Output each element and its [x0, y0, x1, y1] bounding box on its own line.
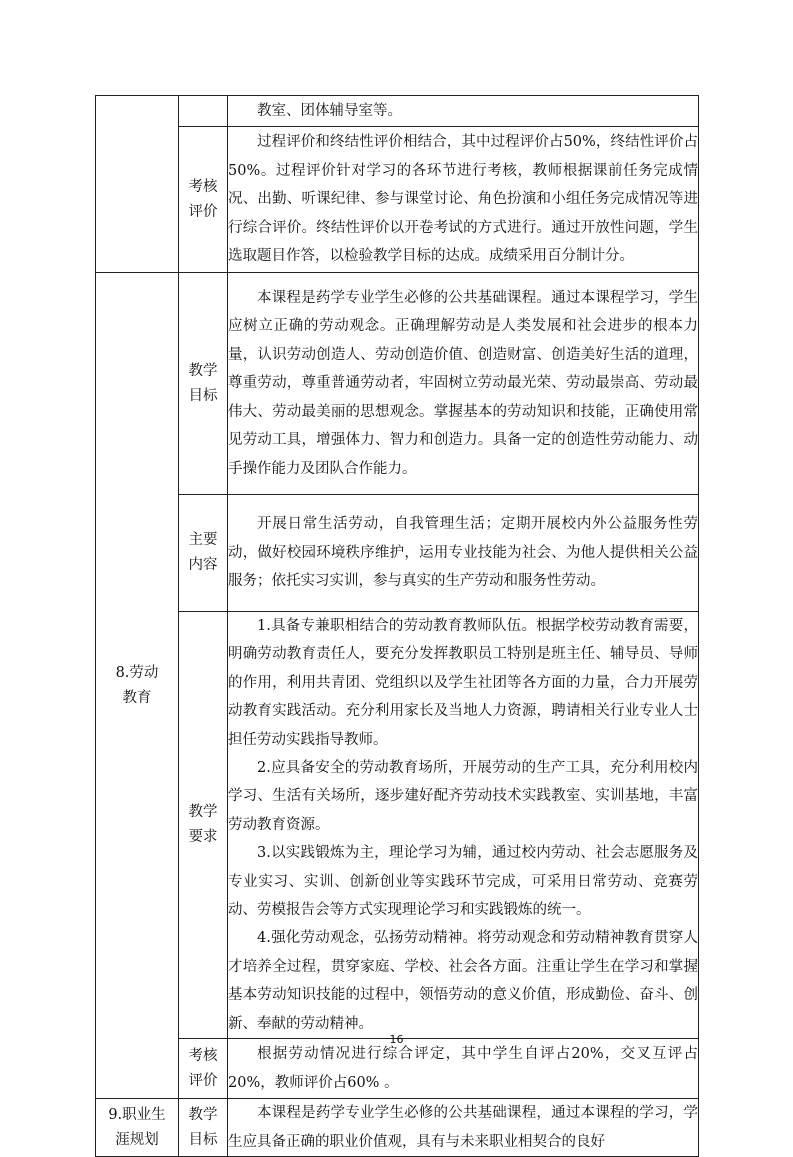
- content-cell: [228, 495, 699, 612]
- paragraph: 开展日常生活劳动，自我管理生活；定期开展校内外公益服务性劳动，做好校园环境秩序维护，运用专业技能为社会、为他人提供相关公益服务；依托实习实训，参与真实的生产劳动和服务性劳动。: [228, 516, 698, 590]
- item-label-line: 教学: [188, 362, 218, 379]
- item-label-line: 主要: [188, 532, 218, 548]
- paragraph: 2.应具备安全的劳动教育场所，开展劳动的生产工具，充分利用校内学习、生活有关场所，逐步建好配齐劳动技术实践教室、实训基地，丰富劳动教育资源。: [228, 760, 698, 833]
- paragraph: 教室、团体辅导室等。: [257, 102, 402, 119]
- content-cell: [228, 1099, 699, 1157]
- item-cell: [179, 1099, 228, 1157]
- item-label-line: 教学: [188, 1106, 218, 1123]
- content-cell: [228, 612, 699, 1039]
- table-row: [96, 1099, 699, 1157]
- item-label: [179, 1044, 227, 1094]
- course-label: [96, 1103, 178, 1153]
- table-row: [96, 96, 699, 127]
- item-label: [179, 528, 227, 578]
- item-cell: [179, 495, 228, 612]
- item-label-line: 要求: [188, 829, 218, 846]
- table-row: [96, 1039, 699, 1099]
- course-label: [96, 661, 178, 711]
- item-label-line: 评价: [188, 1072, 218, 1089]
- course-cell: [96, 96, 179, 273]
- paragraph: 4.强化劳动观念，弘扬劳动精神。将劳动观念和劳动精神教育贯穿人才培养全过程，贯穿家庭、学校、社会各方面。注重让学生在学习和掌握基本劳动知识技能的过程中，领悟劳动的意义价值，形成勤俭、奋斗、创新、奉献的劳动精神。: [228, 930, 698, 1032]
- paragraph: 根据劳动情况进行综合评定，其中学生自评占20%，交叉互评占20%，教师评价占60% 。: [228, 1046, 698, 1091]
- table-row: [96, 273, 699, 495]
- content-cell: [228, 96, 699, 127]
- item-cell: [179, 96, 228, 127]
- course-cell: [96, 1099, 179, 1157]
- content-cell: [228, 273, 699, 495]
- item-cell: [179, 127, 228, 273]
- paragraph: 本课程是药学专业学生必修的公共基础课程。通过本课程学习，学生应树立正确的劳动观念。正确理解劳动是人类发展和社会进步的根本力量，认识劳动创造人、劳动创造价值、创造财富、创造美好生活的道理，尊重劳动，尊重普通劳动者，牢固树立劳动最光荣、劳动最崇高、劳动最伟大、劳动最美丽的思想观念。掌握基本的劳动知识和技能，正确使用常见劳动工具，增强体力、智力和创造力。具备一定的创造性劳动能力、动手操作能力及团队合作能力。: [228, 290, 698, 477]
- item-label: [179, 359, 227, 409]
- course-cell: [96, 273, 179, 1099]
- item-label-line: 考核: [188, 178, 218, 195]
- course-table: [95, 95, 699, 1157]
- item-label: [179, 800, 227, 850]
- table-row: [96, 127, 699, 273]
- paragraph: 3.以实践锻炼为主，理论学习为辅，通过校内劳动、社会志愿服务及专业实习、实训、创新创业等实践环节完成，可采用日常劳动、竞赛劳动、劳模报告会等方式实现理论学习和实践锻炼的统一。: [228, 845, 698, 919]
- course-label-line: 教育: [122, 689, 152, 706]
- item-label-line: 目标: [188, 1131, 218, 1148]
- course-label-line: 8.劳动: [115, 664, 159, 681]
- item-label: [179, 1103, 227, 1153]
- item-label-line: 内容: [188, 557, 218, 573]
- content-cell: [228, 127, 699, 273]
- course-label-line: 涯规划: [115, 1131, 159, 1148]
- table-row: [96, 612, 699, 1039]
- page-number: 16: [389, 1033, 404, 1046]
- item-cell: [179, 273, 228, 495]
- item-label-line: 目标: [188, 387, 218, 404]
- paragraph: 1.具备专兼职相结合的劳动教育教师队伍。根据学校劳动教育需要，明确劳动教育责任人，要充分发挥教职员工特别是班主任、辅导员、导师的作用，利用共青团、党组织以及学生社团等各方面的力量，合力开展劳动教育实践活动。充分利用家长及当地人力资源，聘请相关行业专业人士担任劳动实践指导教师。: [228, 618, 698, 748]
- content-cell: [228, 1039, 699, 1099]
- course-label-line: 9.职业生: [108, 1106, 166, 1123]
- item-label-line: 教学: [188, 804, 218, 821]
- item-label-line: 评价: [188, 203, 218, 220]
- item-cell: [179, 1039, 228, 1099]
- item-label: [179, 175, 227, 225]
- item-label-line: 考核: [188, 1047, 218, 1064]
- paragraph: 过程评价和终结性评价相结合，其中过程评价占50%，终结性评价占50%。过程评价针对学习的各环节进行考核，教师根据课前任务完成情况、出勤、听课纪律、参与课堂讨论、角色扮演和小组任务完成情况等进行综合评价。终结性评价以开卷考试的方式进行。通过开放性问题，学生选取题目作答，以检验教学目标的达成。成绩采用百分制计分。: [228, 134, 698, 265]
- table-row: [96, 495, 699, 612]
- item-cell: [179, 612, 228, 1039]
- paragraph: 本课程是药学专业学生必修的公共基础课程，通过本课程的学习，学生应具备正确的职业价值观，具有与未来职业相契合的良好: [228, 1105, 698, 1150]
